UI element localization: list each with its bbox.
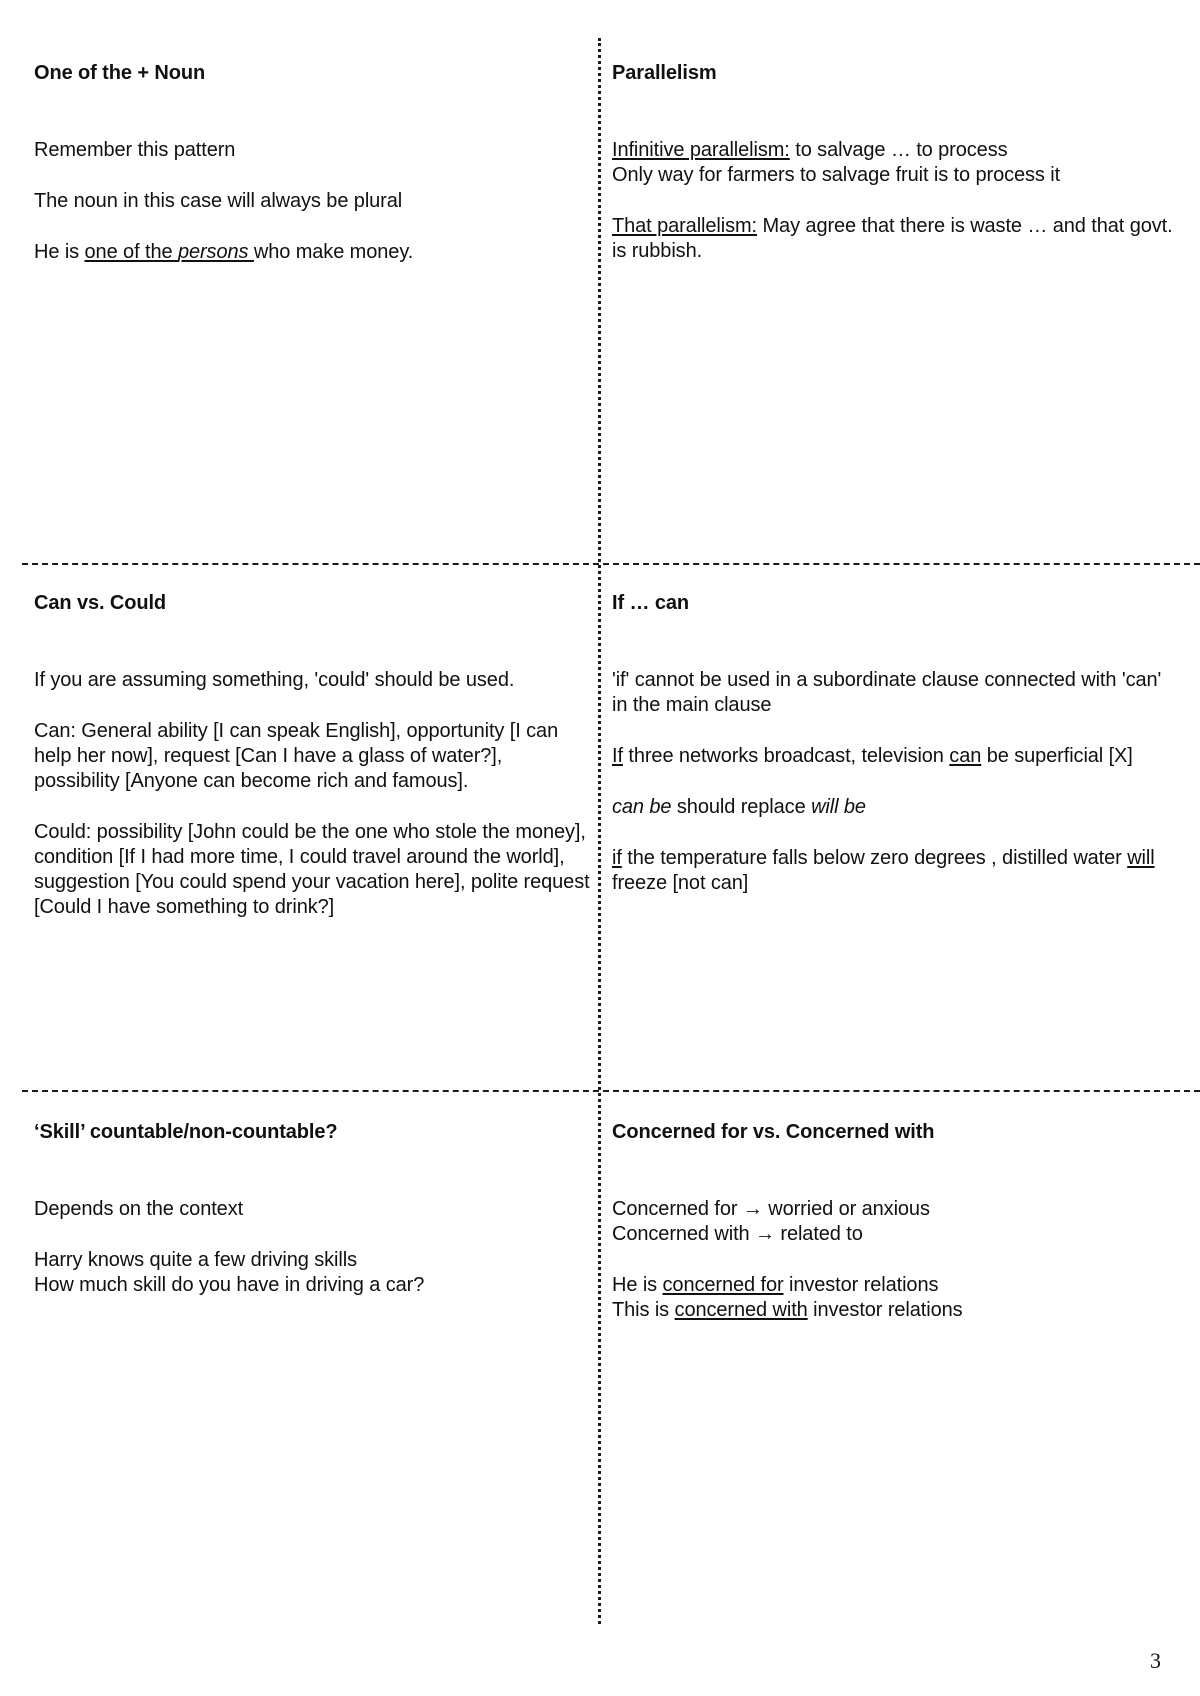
section-parallelism xyxy=(612,61,1182,290)
text-line: Depends on the context xyxy=(34,1198,244,1220)
definition-text: Concerned with → related to xyxy=(612,1223,863,1245)
vertical-divider xyxy=(598,38,601,1624)
underlined-text: will xyxy=(1127,847,1155,869)
example-sentences xyxy=(34,1248,592,1298)
note-text: May agree that there is waste … and that govt. is rubbish. xyxy=(612,215,1173,262)
example-text: freeze [not can] xyxy=(612,872,749,894)
section-title: If … can xyxy=(612,592,689,614)
that-parallelism-note xyxy=(612,214,1182,264)
section-can-vs-could xyxy=(34,591,592,946)
example-text: This is xyxy=(612,1299,675,1321)
example-sentence xyxy=(612,795,1182,820)
italic-text: will be xyxy=(811,796,866,818)
note-text: to salvage … to process xyxy=(789,139,1008,161)
example-text: How much skill do you have in driving a car? xyxy=(34,1274,425,1296)
text-line: Remember this pattern xyxy=(34,139,236,161)
underlined-text: concerned for xyxy=(662,1274,784,1296)
example-text: He is xyxy=(34,241,85,263)
example-text: who make money. xyxy=(253,241,414,263)
underlined-text: can xyxy=(949,745,982,767)
example-text: three networks broadcast, television xyxy=(622,745,950,767)
underlined-text: If xyxy=(612,745,623,767)
example-sentences xyxy=(612,1273,1182,1323)
underlined-text: if xyxy=(612,847,622,869)
section-skill-countable xyxy=(34,1120,592,1324)
example-text: the temperature falls below zero degrees , distilled water xyxy=(621,847,1128,869)
example-sentence xyxy=(34,240,592,265)
example-text: Harry knows quite a few driving skills xyxy=(34,1249,357,1271)
example-text: should replace xyxy=(671,796,812,818)
underlined-phrase xyxy=(85,241,254,263)
horizontal-divider-top xyxy=(22,563,1200,565)
section-one-of-the-noun xyxy=(34,61,592,291)
section-if-can xyxy=(612,591,1182,922)
definition-text: Concerned for → worried or anxious xyxy=(612,1198,930,1220)
example-text: be superficial [X] xyxy=(981,745,1133,767)
section-title: Concerned for vs. Concerned with xyxy=(612,1121,935,1143)
could-usage: Could: possibility [John could be the one who stole the money], condition [If I had more time, I could travel around the world], suggestion [You could spend your vacation here], polite request [Could I have something to drink?] xyxy=(34,821,590,918)
page-number: 3 xyxy=(1150,1648,1161,1673)
example-sentence xyxy=(612,846,1182,896)
note-text: Only way for farmers to salvage fruit is to process it xyxy=(612,164,1061,186)
example-sentence xyxy=(612,744,1182,769)
italic-text: can be xyxy=(612,796,672,818)
section-title: Can vs. Could xyxy=(34,592,167,614)
underlined-label: Infinitive parallelism: xyxy=(612,139,790,161)
underlined-text: concerned with xyxy=(674,1299,808,1321)
section-concerned-for-with xyxy=(612,1120,1182,1349)
text-line: If you are assuming something, 'could' should be used. xyxy=(34,669,515,691)
underlined-text: one of the xyxy=(84,241,178,263)
section-title: One of the + Noun xyxy=(34,62,206,84)
section-title: ‘Skill’ countable/non-countable? xyxy=(34,1121,338,1143)
definitions xyxy=(612,1197,1182,1247)
horizontal-divider-bottom xyxy=(22,1090,1200,1092)
example-text: investor relations xyxy=(807,1299,963,1321)
underlined-label: That parallelism: xyxy=(612,215,758,237)
example-text: investor relations xyxy=(783,1274,939,1296)
infinitive-parallelism-note xyxy=(612,138,1182,188)
example-text: He is xyxy=(612,1274,663,1296)
text-line: The noun in this case will always be plural xyxy=(34,190,403,212)
can-usage: Can: General ability [I can speak English], opportunity [I can help her now], request [Can I have a glass of water?], possibility [Anyone can become rich and famous]. xyxy=(34,720,559,792)
section-title: Parallelism xyxy=(612,62,717,84)
italic-underlined-text: persons xyxy=(177,241,254,263)
text-line: 'if' cannot be used in a subordinate clause connected with 'can' in the main clause xyxy=(612,669,1162,716)
